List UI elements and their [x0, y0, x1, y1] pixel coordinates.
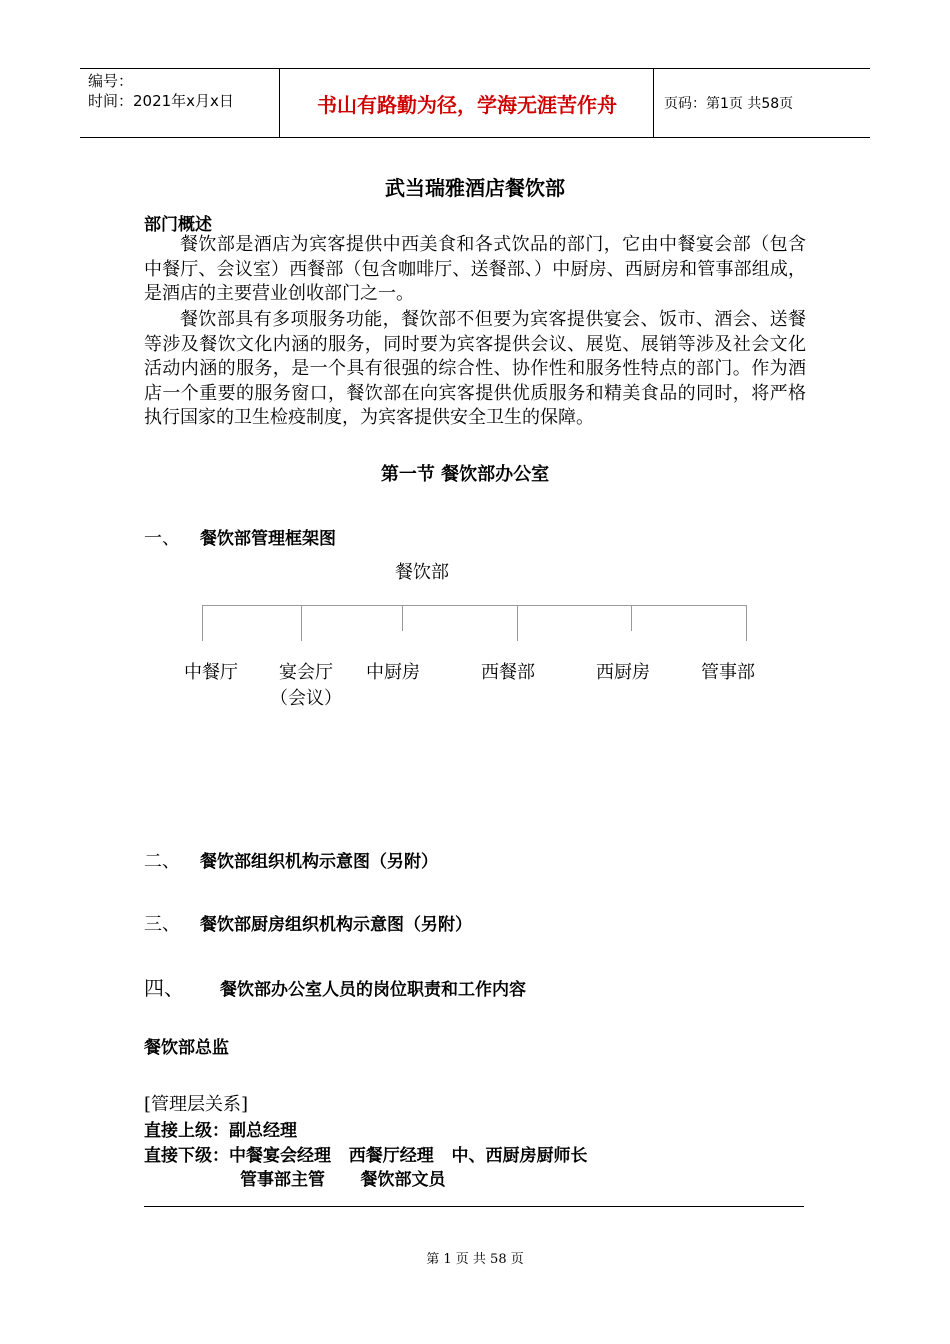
item-number: 一、	[144, 528, 180, 549]
item-number: 三、	[144, 914, 180, 935]
item-number: 二、	[144, 851, 180, 872]
overview-heading: 部门概述	[144, 215, 212, 235]
direct-subordinates: 直接下级：中餐宴会经理 西餐厅经理 中、西厨房厨师长	[144, 1146, 588, 1166]
footer-page-number: 第 1 页 共 58 页	[426, 1252, 524, 1267]
list-item-2	[144, 847, 438, 873]
list-item-4	[144, 972, 526, 1001]
org-node-chinese-kitchen: 中厨房	[366, 662, 420, 683]
footer-divider	[144, 1206, 804, 1207]
role-title: 餐饮部总监	[144, 1038, 229, 1058]
header-motto: 书山有路勤为径，学海无涯苦作舟	[281, 69, 654, 137]
header-page-info: 页码：第1页 共58页	[664, 96, 794, 112]
item-text: 餐饮部管理框架图	[200, 529, 336, 549]
direct-subordinates-cont: 管事部主管 餐饮部文员	[240, 1170, 446, 1190]
org-tick	[631, 605, 632, 631]
overview-paragraph-1: 餐饮部是酒店为宾客提供中西美食和各式饮品的部门，它由中餐宴会部（包含中餐厅、会议室）西餐部（包含咖啡厅、送餐部、）中厨房、西厨房和管事部组成，是酒店的主要营业创收部门之一。	[144, 234, 806, 305]
org-node-chinese-restaurant: 中餐厅	[184, 662, 238, 683]
org-node-banquet-hall: 宴会厅	[279, 662, 333, 683]
org-connector-line	[202, 605, 746, 606]
relations-heading: [管理层关系]	[144, 1094, 249, 1115]
org-tick	[746, 605, 747, 641]
org-tick	[301, 605, 302, 641]
time-label: 时间：2021年x月x日	[88, 92, 234, 110]
org-node-stewarding: 管事部	[701, 662, 755, 683]
number-label: 编号：	[88, 72, 134, 90]
org-node-banquet-hall-note: （会议）	[270, 688, 342, 709]
list-item-3	[144, 910, 472, 936]
item-text: 餐饮部办公室人员的岗位职责和工作内容	[220, 980, 526, 1000]
section-title: 第一节 餐饮部办公室	[380, 464, 550, 485]
item-text: 餐饮部厨房组织机构示意图（另附）	[200, 915, 472, 935]
org-tick	[202, 605, 203, 641]
overview-paragraph-2: 餐饮部具有多项服务功能，餐饮部不但要为宾客提供宴会、饭市、酒会、送餐等涉及餐饮文化内涵的服务，同时要为宾客提供会议、展览、展销等涉及社会文化活动内涵的服务，是一个具有很强的综合性、协作性和服务性特点的部门。作为酒店一个重要的服务窗口，餐饮部在向宾客提供优质服务和精美食品的同时，将严格执行国家的卫生检疫制度，为宾客提供安全卫生的保障。	[144, 309, 806, 429]
doc-title: 武当瑞雅酒店餐饮部	[385, 176, 565, 200]
direct-superior: 直接上级：副总经理	[144, 1121, 297, 1141]
org-node-western-kitchen: 西厨房	[596, 662, 650, 683]
item-number: 四、	[144, 976, 184, 1000]
org-node-western-dept: 西餐部	[481, 662, 535, 683]
org-tick	[517, 605, 518, 641]
item-text: 餐饮部组织机构示意图（另附）	[200, 852, 438, 872]
org-tick	[402, 605, 403, 631]
org-root: 餐饮部	[395, 562, 449, 583]
